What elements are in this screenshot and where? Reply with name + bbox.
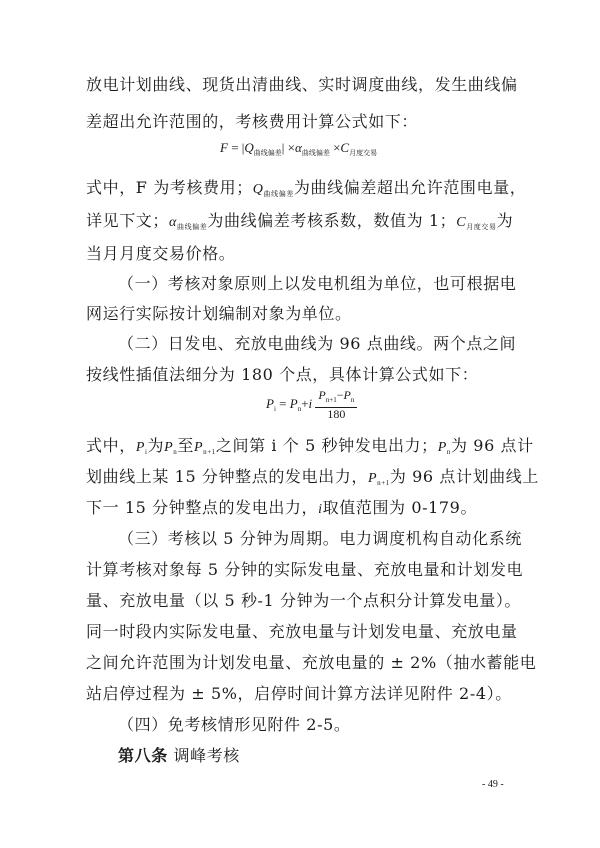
text-line: 式中，F 为考核费用；$Q_{曲线偏差}$为曲线偏差超出允许范围电量， [86,178,527,198]
text-line: 下一 15 分钟整点的发电出力，i取值范围为 0-179。 [86,498,478,517]
text-line: 同一时段内实际发电量、充放电量与计划发电量、充放电量 [86,622,518,641]
text-line: 之间允许范围为计划发电量、充放电量的 ± 2%（抽水蓄能电 [86,653,537,672]
text-line: 式中，$P_i$为$P_n$至$P_{n+1}$之间第 i 个 5 秒钟发电出力；$P_n$为 96 点计 [86,436,534,456]
article-heading: 第八条 调峰考核 [118,746,240,765]
page-number: - 49 - [482,779,504,790]
text-line: （一）考核对象原则上以发电机组为单位，也可根据电 [118,274,517,293]
text-line: 差超出允许范围的，考核费用计算公式如下： [86,112,419,131]
text-line: 详见下文；$\alpha_{曲线偏差}$为曲线偏差考核系数，数值为 1；$C_{月度交易}$为 [86,211,514,231]
text-line: 当月月度交易价格。 [86,244,236,263]
fraction: $\frac{P_{n+1}-P_n}{180}$ [315,389,357,421]
text-line: 放电计划曲线、现货出清曲线、实时调度曲线，发生曲线偏 [86,75,518,94]
text-line: 计算考核对象每 5 分钟的实际发电量、充放电量和计划发电 [86,560,524,579]
text-line: （三）考核以 5 分钟为周期。电力调度机构自动化系统 [118,529,522,548]
text-line: （四）免考核情形见附件 2-5。 [118,715,351,734]
formula-interpolation: $P_i = P_n+i$ $\frac{P_{n+1}-P_n}{180}$ [266,389,357,421]
text-line: 划曲线上某 15 分钟整点的发电出力，$P_{n+1}$为 96 点计划曲线上 [86,467,539,487]
text-line: 按线性插值法细分为 180 个点，具体计算公式如下： [86,365,479,384]
formula-assessment-fee: $F = |Q_{曲线偏差}| \times\alpha_{曲线偏差} \times C_{月度交易}$ [220,140,378,157]
text-line: 站启停过程为 ± 5%，启停时间计算方法详见附件 2-4）。 [86,684,512,703]
text-line: 量、充放电量（以 5 秒-1 分钟为一个点积分计算发电量）。 [86,591,522,610]
text-line: （二）日发电、充放电曲线为 96 点曲线。两个点之间 [118,334,517,353]
text-line: 网运行实际按计划编制对象为单位。 [86,304,352,323]
